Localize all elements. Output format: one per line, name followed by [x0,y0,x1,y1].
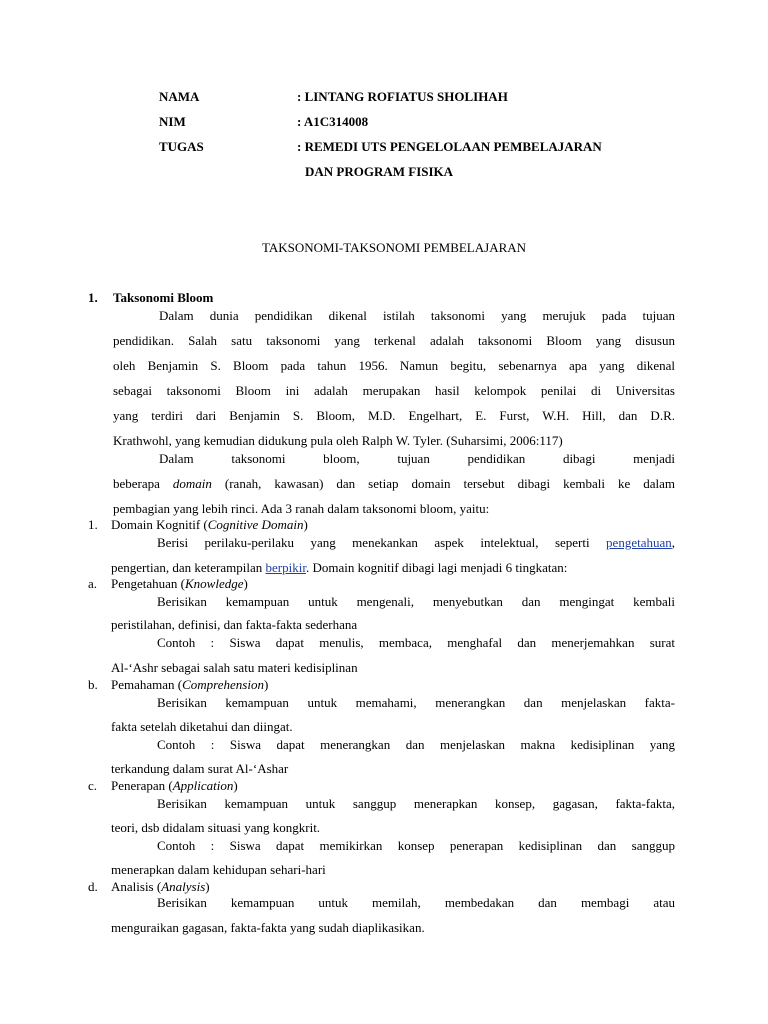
item-marker: a. [88,576,98,591]
paragraph-line: pembagian yang lebih rinci. Ada 3 ranah dalam taksonomi bloom, yaitu: [113,501,490,516]
section-heading: Taksonomi Bloom [113,290,214,305]
paragraph-line: yang terdiri dari Benjamin S. Bloom, M.D. Engelhart, E. Furst, W.H. Hill, dan D.R. [113,408,675,423]
paragraph-line: fakta setelah diketahui dan diingat. [111,719,293,734]
paragraph-line: Contoh : Siswa dapat menulis, membaca, menghafal dan menerjemahkan surat [157,635,675,650]
paragraph-line: Dalam taksonomi bloom, tujuan pendidikan dibagi menjadi [159,451,675,466]
section-number: 1. [88,290,98,305]
header-value-nim: : A1C314008 [297,114,369,129]
paragraph-line: Berisi perilaku-perilaku yang menekankan aspek intelektual, seperti pengetahuan, [157,535,675,550]
item-marker: c. [88,778,98,793]
paragraph-line: terkandung dalam surat Al-‘Ashar [111,761,289,776]
item-marker: d. [88,879,98,894]
paragraph-line: Contoh : Siswa dapat memikirkan konsep penerapan kedisiplinan dan sanggup [157,838,675,853]
header-value-nama: : LINTANG ROFIATUS SHOLIHAH [297,89,508,104]
header-label-nama: NAMA [159,89,200,104]
header-label-nim: NIM [159,114,186,129]
header-value-tugas-cont: DAN PROGRAM FISIKA [305,164,454,179]
item-title: Analisis (Analysis) [111,879,210,894]
paragraph-line: Berisikan kemampuan untuk mengenali, menyebutkan dan mengingat kembali [157,594,675,609]
paragraph-line: Berisikan kemampuan untuk memahami, menerangkan dan menjelaskan fakta- [157,695,675,710]
paragraph-line: Dalam dunia pendidikan dikenal istilah taksonomi yang merujuk pada tujuan [159,308,675,323]
paragraph-line: oleh Benjamin S. Bloom pada tahun 1956. Namun begitu, sebenarnya apa yang dikenal [113,358,675,373]
paragraph-line: menguraikan gagasan, fakta-fakta yang sudah diaplikasikan. [111,920,425,935]
header-value-tugas: : REMEDI UTS PENGELOLAAN PEMBELAJARAN [297,139,602,154]
header-label-tugas: TUGAS [159,139,204,154]
paragraph-line: Contoh : Siswa dapat menerangkan dan menjelaskan makna kedisiplinan yang [157,737,675,752]
paragraph-line: Krathwohl, yang kemudian didukung pula oleh Ralph W. Tyler. (Suharsimi, 2006:117) [113,433,563,448]
domain-label: Domain Kognitif (Cognitive Domain) [111,517,308,532]
document-title: TAKSONOMI-TAKSONOMI PEMBELAJARAN [261,240,527,255]
paragraph-line: Al-‘Ashr sebagai salah satu materi kedisiplinan [111,660,358,675]
paragraph-line: Berisikan kemampuan untuk memilah, membedakan dan membagi atau [157,895,675,910]
pengetahuan-link[interactable]: pengetahuan [606,535,672,550]
paragraph-line: teori, dsb didalam situasi yang kongkrit. [111,820,321,835]
paragraph-line: peristilahan, definisi, dan fakta-fakta sederhana [111,617,358,632]
paragraph-line: pendidikan. Salah satu taksonomi yang terkenal adalah taksonomi Bloom yang disusun [113,333,675,348]
item-title: Pemahaman (Comprehension) [111,677,269,692]
item-title: Penerapan (Application) [111,778,238,793]
paragraph-line: menerapkan dalam kehidupan sehari-hari [111,862,326,877]
paragraph-line: pengertian, dan keterampilan berpikir. Domain kognitif dibagi lagi menjadi 6 tingkatan: [111,560,568,575]
item-marker: b. [88,677,98,692]
paragraph-line: beberapa domain (ranah, kawasan) dan setiap domain tersebut dibagi kembali ke dalam [113,476,675,491]
paragraph-line: sebagai taksonomi Bloom ini adalah merupakan hasil kelompok penilai di Universitas [113,383,675,398]
domain-number: 1. [88,517,98,532]
berpikir-link[interactable]: berpikir [265,560,306,575]
paragraph-line: Berisikan kemampuan untuk sanggup menerapkan konsep, gagasan, fakta-fakta, [157,796,675,811]
item-title: Pengetahuan (Knowledge) [111,576,248,591]
